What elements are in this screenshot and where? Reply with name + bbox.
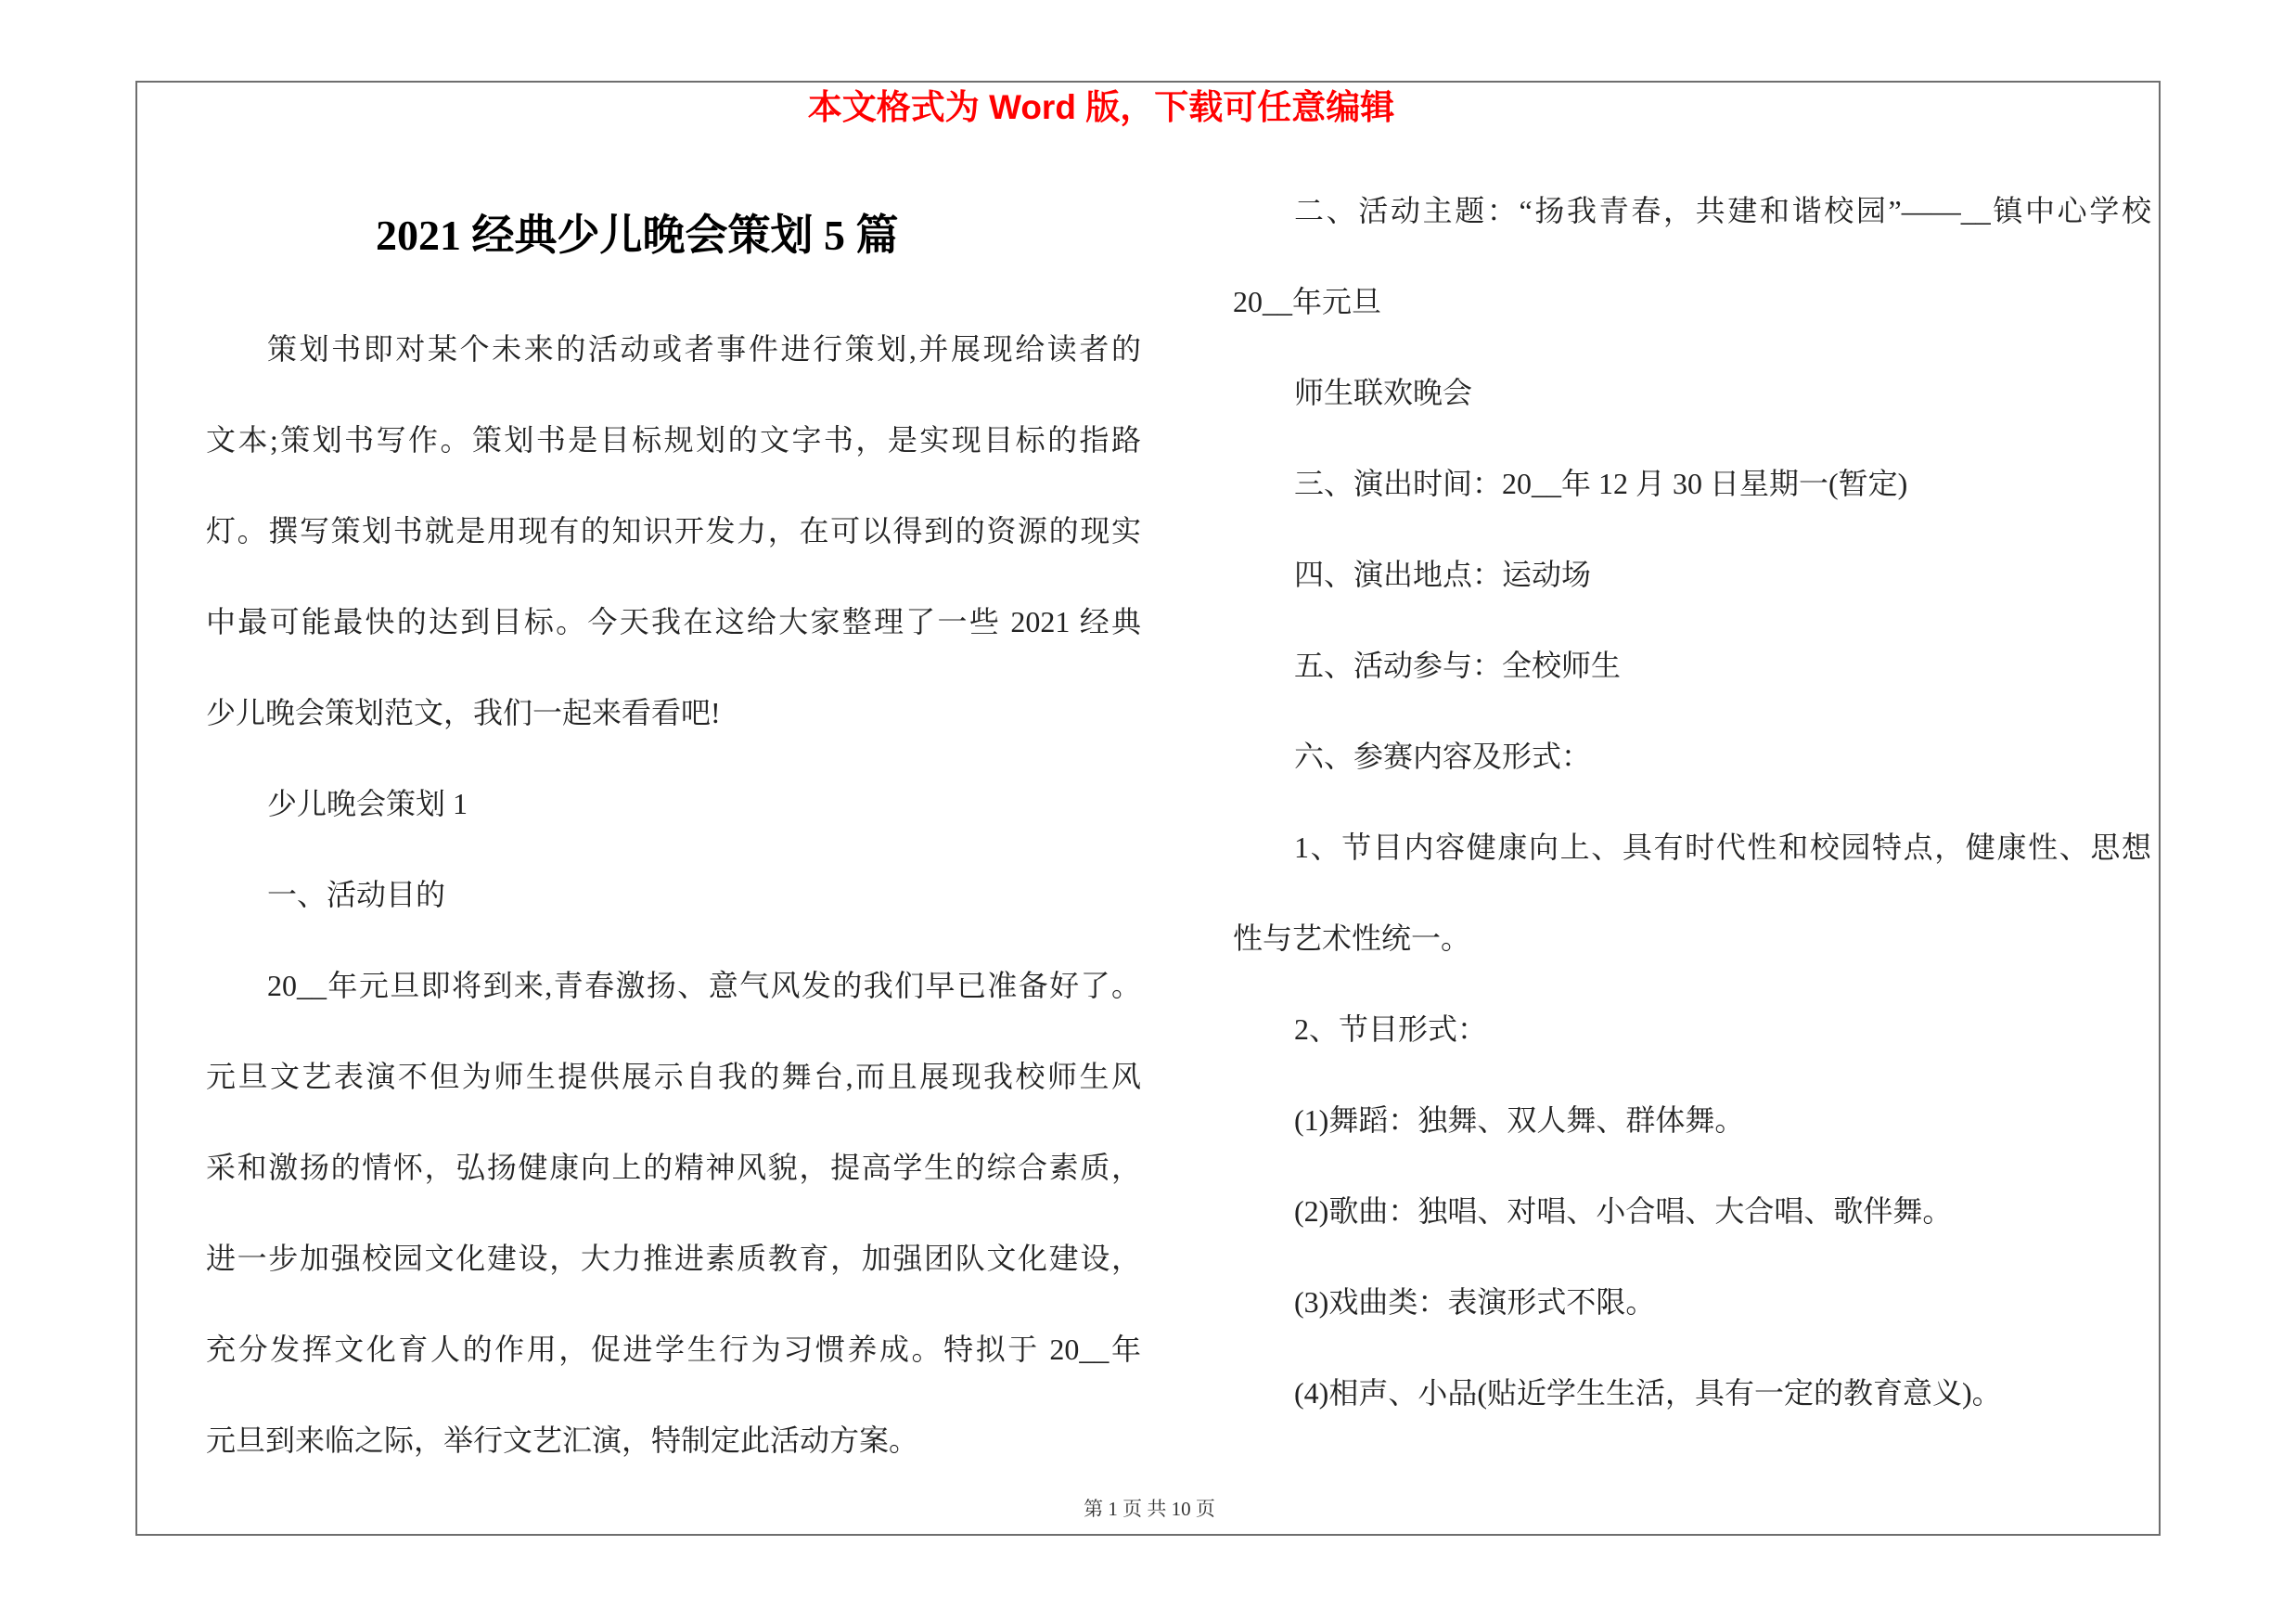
intro-line: 策划书即对某个未来的活动或者事件进行策划,并展现给读者的 [267, 332, 1141, 366]
purpose-line: 采和激扬的情怀，弘扬健康向上的精神风貌，提高学生的综合素质， [206, 1151, 1141, 1184]
form-item: (1)舞蹈：独舞、双人舞、群体舞。 [1294, 1103, 1745, 1137]
purpose-line: 进一步加强校园文化建设，大力推进素质教育，加强团队文化建设， [206, 1242, 1141, 1275]
performance-venue: 四、演出地点：运动场 [1294, 558, 1592, 591]
form-item: (2)歌曲：独唱、对唱、小合唱、大合唱、歌伴舞。 [1294, 1194, 1953, 1228]
purpose-line: 元旦文艺表演不但为师生提供展示自我的舞台,而且展现我校师生风 [206, 1060, 1141, 1093]
purpose-line: 充分发挥文化育人的作用，促进学生行为习惯养成。特拟于 20__年 [206, 1333, 1141, 1366]
form-item: (3)戏曲类：表演形式不限。 [1294, 1285, 1656, 1319]
theme-line: 20__年元旦 [1233, 285, 1382, 318]
purpose-line: 20__年元旦即将到来,青春激扬、意气风发的我们早已准备好了。 [267, 969, 1141, 1002]
intro-line: 少儿晚会策划范文，我们一起来看看吧! [206, 696, 721, 729]
participants: 五、活动参与：全校师生 [1294, 649, 1622, 682]
page-indicator: 第 1 页 共 10 页 [1084, 1498, 1215, 1520]
left-column [206, 303, 1141, 1486]
intro-line: 中最可能最快的达到目标。今天我在这给大家整理了一些 2021 经典 [206, 605, 1141, 638]
form-item: (4)相声、小品(贴近学生生活，具有一定的教育意义)。 [1294, 1376, 2002, 1410]
theme-line: 二、活动主题：“扬我青春，共建和谐校园”——__镇中心学校 [1294, 194, 2151, 227]
theme-continued: 师生联欢晚会 [1294, 376, 1473, 409]
forms-heading: 2、节目形式： [1294, 1012, 1488, 1046]
intro-line: 灯。撰写策划书就是用现有的知识开发力，在可以得到的资源的现实 [206, 514, 1141, 547]
intro-line: 文本;策划书写作。策划书是目标规划的文字书，是实现目标的指路 [206, 423, 1141, 457]
section-heading: 少儿晚会策划 1 [267, 787, 468, 820]
content-requirement-line: 性与艺术性统一。 [1233, 921, 1471, 955]
right-column [1233, 165, 2151, 1438]
format-notice: 本文格式为 Word 版，下载可任意编辑 [807, 88, 1395, 126]
document-title: 2021 经典少儿晚会策划 5 篇 [376, 212, 899, 259]
purpose-heading: 一、活动目的 [267, 878, 446, 911]
content-heading: 六、参赛内容及形式： [1294, 740, 1592, 773]
performance-time: 三、演出时间：20__年 12 月 30 日星期一(暂定) [1294, 467, 1908, 500]
content-requirement-line: 1、节目内容健康向上、具有时代性和校园特点，健康性、思想 [1294, 831, 2151, 864]
purpose-line: 元旦到来临之际，举行文艺汇演，特制定此活动方案。 [206, 1423, 919, 1457]
